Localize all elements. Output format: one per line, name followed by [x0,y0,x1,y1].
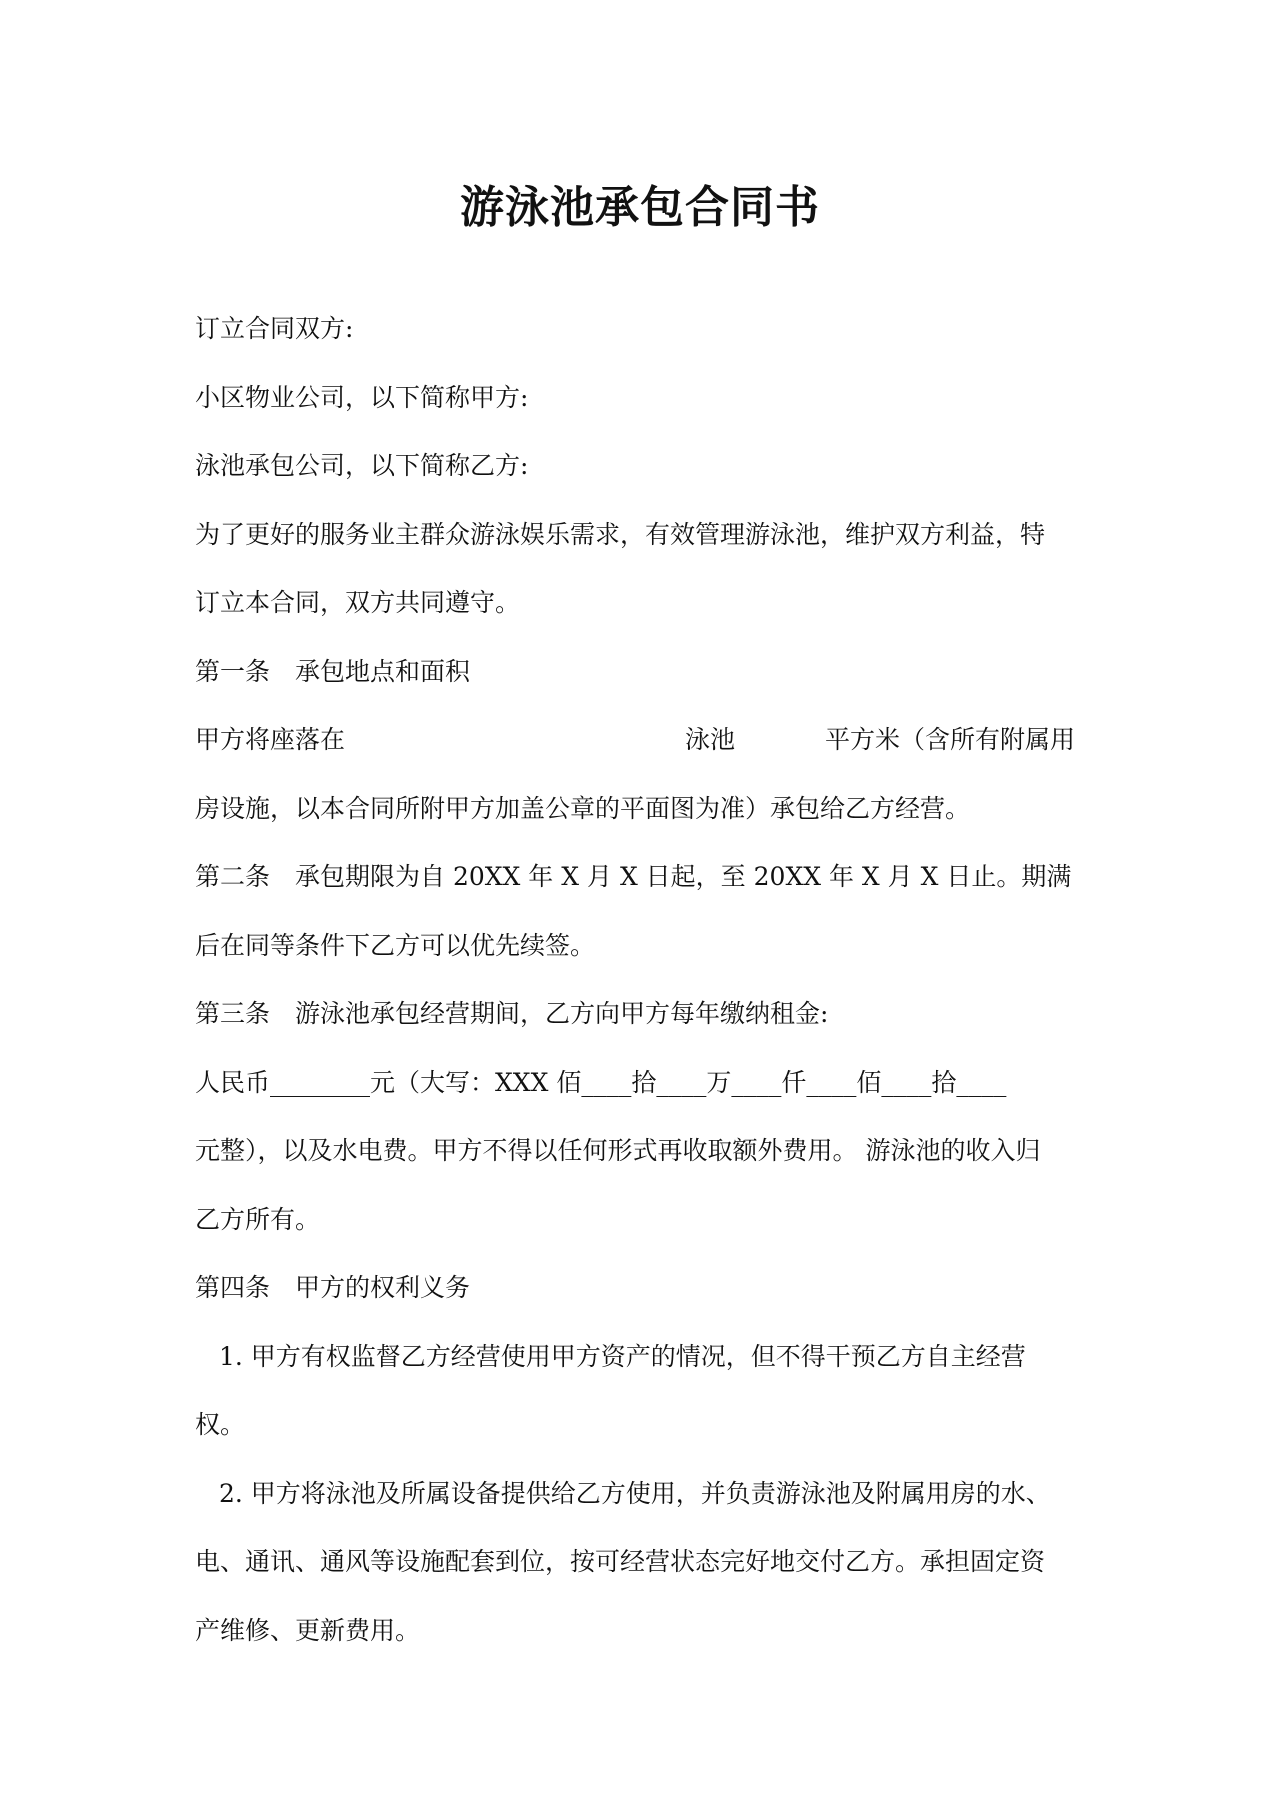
location-part-3: 平方米（含所有附属用 [825,725,1076,754]
article-3-rent-amount: 人民币________元（大写：XXX 佰____拾____万____仟____佰____拾____ [195,1067,1007,1097]
text-line-party-a: 小区物业公司，以下简称甲方: [195,382,529,412]
text-line-party-b: 泳池承包公司，以下简称乙方: [195,451,529,480]
article-3-text-2: 元整），以及水电费。甲方不得以任何形式再收取额外费用。 游泳池的收入归 [195,1136,1041,1165]
article-1-heading: 第一条 承包地点和面积 [195,656,471,686]
text-line-location [195,706,1095,775]
article-2-text-2: 后在同等条件下乙方可以优先续签。 [195,930,596,960]
text-line-parties: 订立合同双方: [195,314,354,343]
document-body [195,295,1095,1665]
article-4-item-2: 2. 甲方将泳池及所属设备提供给乙方使用，并负责游泳池及附属用房的水、 [219,1478,1051,1508]
article-3-text-3: 乙方所有。 [195,1204,321,1234]
document-title: 游泳池承包合同书 [460,182,820,233]
article-2-text-1: 第二条 承包期限为自 20XX 年 X 月 X 日起，至 20XX 年 X 月 X 日止。期满 [195,862,1072,891]
article-3-heading: 第三条 游泳池承包经营期间，乙方向甲方每年缴纳租金: [195,999,829,1028]
article-4-item-2-cont-2: 产维修、更新费用。 [195,1615,421,1645]
article-4-item-2-cont-1: 电、通讯、通风等设施配套到位，按可经营状态完好地交付乙方。承担固定资 [195,1547,1046,1576]
location-part-1: 甲方将座落在 [195,725,346,754]
text-line-location-2: 房设施，以本合同所附甲方加盖公章的平面图为准）承包给乙方经营。 [195,793,971,823]
article-4-item-1: 1. 甲方有权监督乙方经营使用甲方资产的情况，但不得干预乙方自主经营 [219,1341,1026,1371]
article-4-heading: 第四条 甲方的权利义务 [195,1273,471,1302]
article-4-item-1-cont: 权。 [195,1410,246,1439]
text-line-purpose-2: 订立本合同，双方共同遵守。 [195,588,521,617]
text-line-purpose-1: 为了更好的服务业主群众游泳娱乐需求，有效管理游泳池，维护双方利益，特 [195,519,1046,549]
location-part-2: 泳池 [685,725,736,754]
